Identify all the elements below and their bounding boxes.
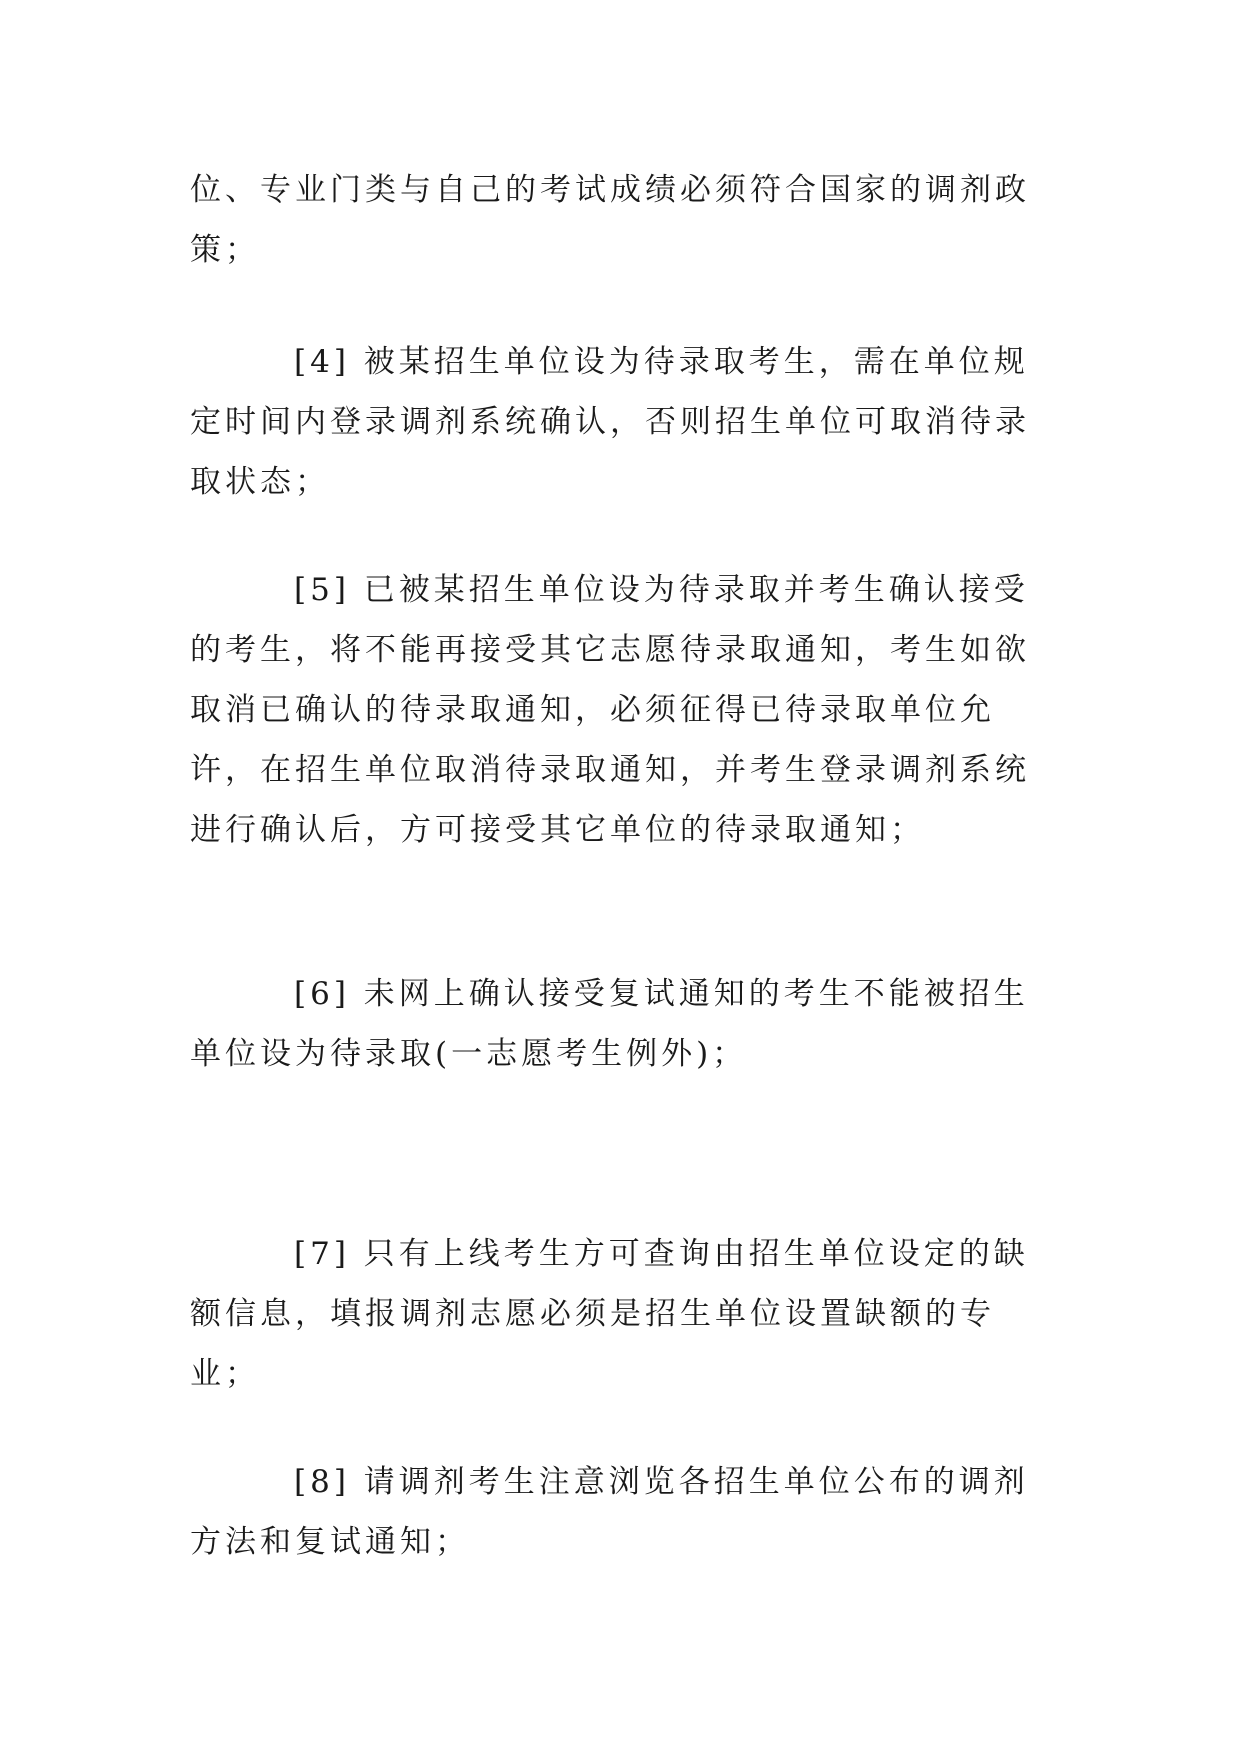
paragraph-item-5: [5] 已被某招生单位设为待录取并考生确认接受的考生，将不能再接受其它志愿待录取通知，考生如欲取消已确认的待录取通知，必须征得已待录取单位允许，在招生单位取消待录取通知，并考生登录调剂系统进行确认后，方可接受其它单位的待录取通知； <box>190 572 1030 848</box>
paragraph-item-7: [7] 只有上线考生方可查询由招生单位设定的缺额信息，填报调剂志愿必须是招生单位设置缺额的专业； <box>190 1236 1029 1392</box>
paragraph-item-4: [4] 被某招生单位设为待录取考生，需在单位规定时间内登录调剂系统确认，否则招生单位可取消待录取状态； <box>190 344 1030 500</box>
paragraph-continuation: 位、专业门类与自己的考试成绩必须符合国家的调剂政策； <box>190 172 1030 268</box>
paragraph-item-8: [8] 请调剂考生注意浏览各招生单位公布的调剂方法和复试通知； <box>190 1464 1029 1560</box>
paragraph-item-6: [6] 未网上确认接受复试通知的考生不能被招生单位设为待录取(一志愿考生例外)； <box>190 976 1029 1072</box>
